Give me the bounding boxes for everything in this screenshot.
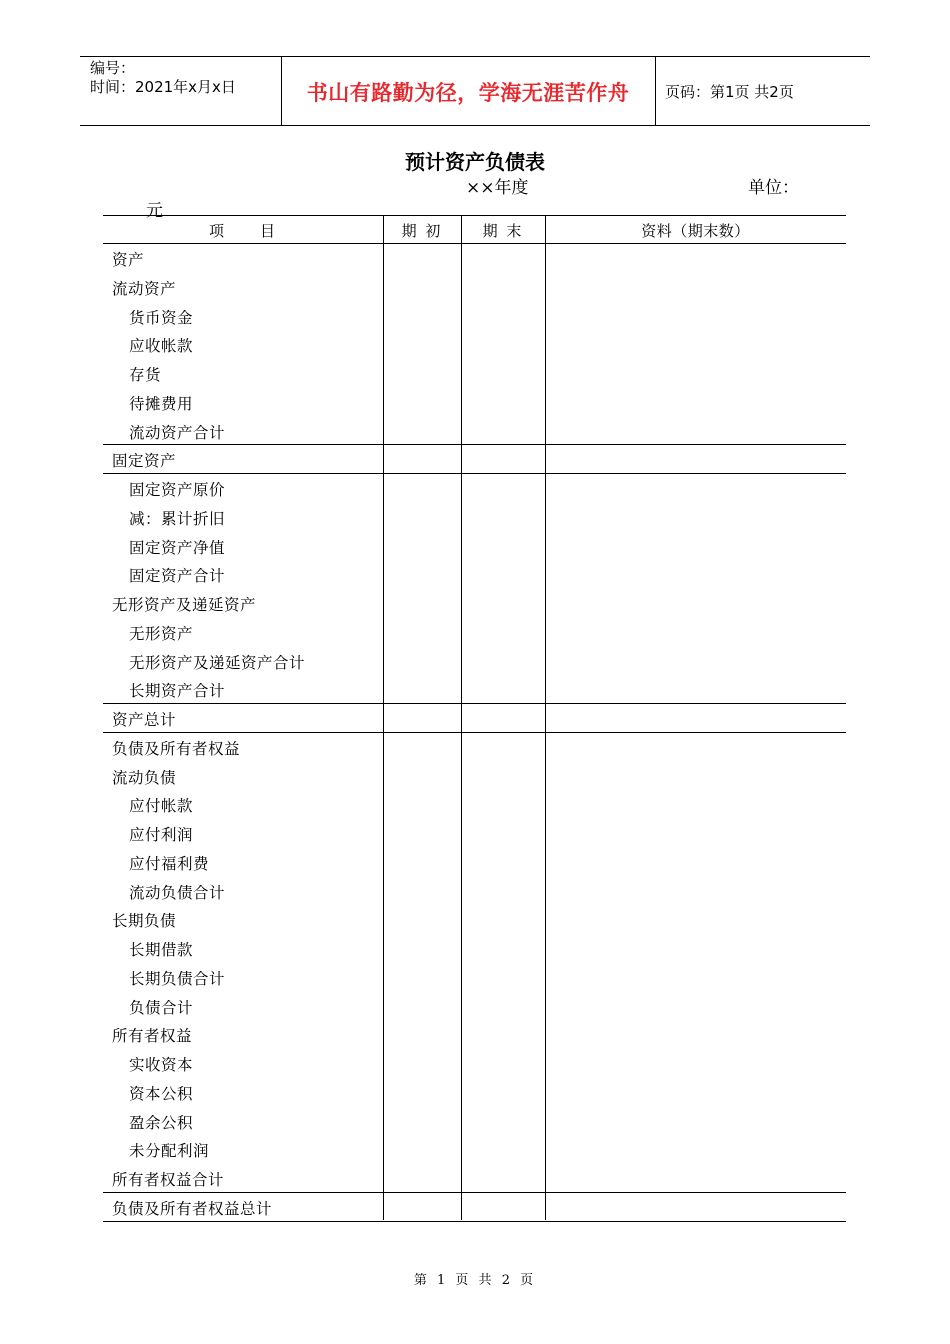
column-divider [383,215,384,1220]
table-row-label: 所有者权益 [112,1027,193,1046]
table-rule [103,444,846,445]
table-row-label: 无形资产 [129,624,194,643]
table-rule [103,732,846,733]
column-divider [461,215,462,1220]
table-row-label: 资产总计 [112,711,177,729]
table-row-label: 存货 [129,366,162,384]
table-row-label: 资本公积 [129,1084,194,1103]
table-rule [103,1221,846,1222]
table-row-label: 无形资产及递延资产合计 [129,653,306,672]
column-header-opening: 期 初 [401,222,443,240]
table-row-label: 应付利润 [129,826,194,844]
unit-label: 单位： [748,178,799,198]
table-rule [103,1192,846,1193]
number-label: 编号： [90,59,136,77]
table-row-label: 固定资产合计 [129,567,226,586]
table-row-label: 固定资产 [112,452,177,471]
fiscal-year: ××年度 [466,178,529,198]
table-rule [103,703,846,704]
table-row-label: 流动负债合计 [129,883,226,902]
unit-value: 元 [146,201,163,221]
table-row-label: 流动负债 [112,768,177,787]
page-footer: 第 1 页 共 2 页 [413,1273,537,1288]
table-row-label: 固定资产原价 [129,481,226,499]
table-rule [103,473,846,474]
column-header-item: 项 目 [208,222,277,240]
table-row-label: 负债合计 [129,998,194,1017]
table-row-label: 所有者权益合计 [112,1171,225,1189]
column-header-notes: 资料（期末数） [641,222,750,240]
table-rule [103,215,846,216]
table-row-label: 资产 [112,251,145,269]
header-page-label: 页码：第1页 共2页 [665,83,794,101]
table-row-label: 实收资本 [129,1056,194,1074]
table-row-label: 应收帐款 [129,337,194,356]
table-row-label: 流动资产 [112,279,177,298]
page-title: 预计资产负债表 [405,150,545,174]
table-row-label: 盈余公积 [129,1113,194,1132]
column-header-closing: 期 末 [482,222,524,240]
document-header [80,56,870,126]
table-row-label: 长期负债合计 [129,969,226,988]
table-row-label: 固定资产净值 [129,538,226,557]
header-motto: 书山有路勤为径，学海无涯苦作舟 [306,81,630,105]
header-meta [90,59,236,97]
table-row-label: 无形资产及递延资产 [112,596,257,614]
column-divider [545,215,546,1220]
table-row-label: 负债及所有者权益 [112,739,241,758]
table-row-label: 长期资产合计 [129,682,226,701]
table-row-label: 货币资金 [129,308,194,327]
table-row-label: 未分配利润 [129,1142,210,1161]
table-row-label: 待摊费用 [129,394,194,413]
table-row-label: 减：累计折旧 [129,509,226,528]
table-row-label: 应付帐款 [129,797,194,816]
table-row-label: 负债及所有者权益总计 [112,1199,273,1218]
table-row-label: 应付福利费 [129,854,210,873]
header-divider [655,57,656,125]
date-label: 时间：2021年x月x日 [90,78,236,96]
table-row-label: 长期负债 [112,912,177,931]
table-row-label: 流动资产合计 [129,423,226,442]
table-row-label: 长期借款 [129,941,194,959]
table-rule [103,243,846,244]
balance-sheet-table [103,215,846,1220]
